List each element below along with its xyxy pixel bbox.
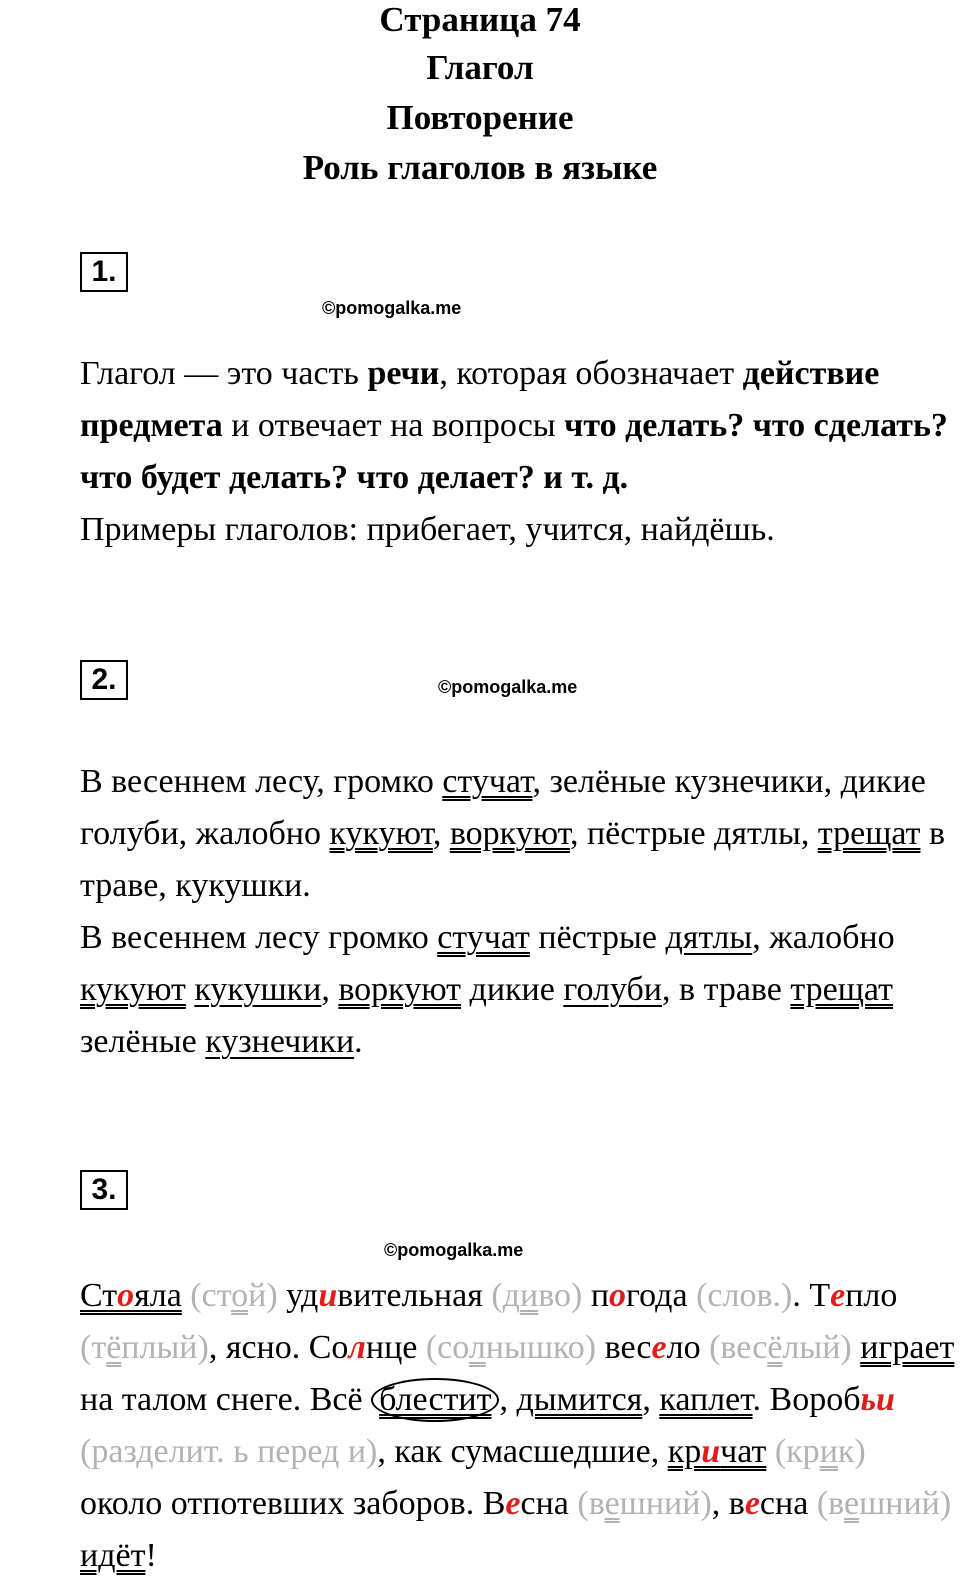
predicate: воркуют xyxy=(338,971,462,1008)
text: , пёстрые дятлы, xyxy=(569,815,818,852)
text xyxy=(852,1329,861,1366)
hint xyxy=(709,1329,852,1366)
watermark-1: ©pomogalka.me xyxy=(322,298,462,318)
verb: дымится xyxy=(516,1381,643,1418)
text: . xyxy=(354,1023,363,1060)
hint xyxy=(577,1485,711,1522)
text: дикие xyxy=(461,971,564,1008)
text: вительная xyxy=(337,1277,492,1314)
text: (кр xyxy=(774,1433,820,1470)
text: , жалобно xyxy=(752,919,895,956)
hint xyxy=(775,1433,866,1470)
predicate: трещат xyxy=(790,971,894,1008)
text: нце xyxy=(365,1329,426,1366)
hint-vowel: е xyxy=(604,1485,620,1522)
text: шний) xyxy=(619,1485,712,1522)
text: во) xyxy=(538,1277,583,1314)
hint-vowel: е xyxy=(844,1485,860,1522)
verb: каплет xyxy=(659,1381,753,1418)
verb: воркуют xyxy=(449,815,570,852)
text: сна xyxy=(520,1485,578,1522)
text: к) xyxy=(837,1433,866,1470)
text: . xyxy=(752,1381,770,1418)
text: , xyxy=(321,971,339,1008)
verb-stoyala xyxy=(80,1277,182,1314)
text: В весеннем лесу громко xyxy=(80,919,438,956)
subject: голуби xyxy=(563,971,663,1008)
hint-vowel: л xyxy=(468,1329,486,1366)
hint-vowel: и xyxy=(519,1277,539,1314)
task-2-text xyxy=(4,756,956,1068)
vowel: и xyxy=(318,1277,338,1314)
text: уд xyxy=(277,1277,319,1314)
hint xyxy=(80,1329,209,1366)
text: (д xyxy=(491,1277,520,1314)
text: ! xyxy=(145,1537,157,1574)
text: (т xyxy=(80,1329,107,1366)
predicate: кукуют xyxy=(80,971,186,1008)
task-1-examples: Примеры глаголов: прибегает, учится, найдёшь. xyxy=(80,511,775,548)
vowel: е xyxy=(651,1329,667,1366)
text: Ст xyxy=(80,1277,118,1314)
text: , xyxy=(432,815,450,852)
bold-text: действие предмета xyxy=(80,355,880,444)
vowel: е xyxy=(830,1277,846,1314)
predicate: стучат xyxy=(437,919,530,956)
text: пёстрые xyxy=(529,919,666,956)
text: в траве, кукушки. xyxy=(80,815,946,904)
text: на талом снеге. Всё xyxy=(80,1381,372,1418)
text: вес xyxy=(596,1329,652,1366)
verb: идёт xyxy=(80,1537,146,1574)
text: сна xyxy=(759,1485,817,1522)
text: чат xyxy=(720,1433,767,1470)
verb: кукуют xyxy=(329,815,433,852)
hint-vowel: и xyxy=(819,1433,838,1470)
text: лый) xyxy=(782,1329,852,1366)
text: , зелёные кузнечики, дикие голуби, жалобно xyxy=(80,763,926,852)
hint-vowel: о xyxy=(231,1277,249,1314)
text: (в xyxy=(816,1485,844,1522)
text: и отвечает на вопросы xyxy=(222,407,565,444)
task-2-sentence-1 xyxy=(4,756,956,912)
text: яла xyxy=(134,1277,182,1314)
text: шний) xyxy=(859,1485,952,1522)
text: около отпотевших заборов. В xyxy=(80,1485,506,1522)
circled-verb: блестит xyxy=(371,1378,499,1422)
hint xyxy=(817,1485,951,1522)
task-number-2: 2. xyxy=(80,660,128,700)
text: , ясно. Со xyxy=(208,1329,349,1366)
text: (в xyxy=(577,1485,605,1522)
vowel: о xyxy=(117,1277,135,1314)
text: года xyxy=(626,1277,697,1314)
verb: трещат xyxy=(817,815,921,852)
hint-vowel: ё xyxy=(106,1329,122,1366)
text: Глагол — это часть xyxy=(80,355,368,392)
topic-title: Глагол xyxy=(426,48,534,87)
text: плый) xyxy=(121,1329,209,1366)
verb: стучат xyxy=(442,763,533,800)
hint-vowel: ё xyxy=(767,1329,783,1366)
task-number-1: 1. xyxy=(80,252,128,292)
text: зелёные xyxy=(80,1023,206,1060)
text: , xyxy=(642,1381,660,1418)
vowel: о xyxy=(609,1277,627,1314)
hint: (разделит. ь перед и) xyxy=(80,1433,378,1470)
vowel: л xyxy=(348,1329,366,1366)
text: , которая обозначает xyxy=(439,355,743,392)
text: . xyxy=(792,1277,810,1314)
text: В весеннем лесу, громко xyxy=(80,763,443,800)
text: , в xyxy=(711,1485,745,1522)
verb-krichat xyxy=(668,1433,767,1470)
subject: кузнечики xyxy=(205,1023,355,1060)
text: пло xyxy=(845,1277,898,1314)
text: , как сумасшедшие, xyxy=(377,1433,668,1470)
text: й) xyxy=(248,1277,278,1314)
hint: (слов.) xyxy=(696,1277,793,1314)
section-title: Повторение xyxy=(386,98,574,137)
hint xyxy=(190,1277,277,1314)
subject: кукушки xyxy=(194,971,322,1008)
bold-text: что делать? что сделать? что будет делать? что делает? и т. д. xyxy=(80,407,948,496)
bold-text: речи xyxy=(367,355,440,392)
text: , в траве xyxy=(662,971,791,1008)
vowel: е xyxy=(505,1485,521,1522)
vowel: и xyxy=(701,1433,721,1470)
page-number-title: Страница 74 xyxy=(379,0,581,39)
watermark-3: ©pomogalka.me xyxy=(384,1240,524,1260)
text: Т xyxy=(809,1277,831,1314)
task-number-3: 3. xyxy=(80,1170,128,1210)
text xyxy=(766,1433,775,1470)
text: нышко) xyxy=(485,1329,597,1366)
vowel: е xyxy=(744,1485,760,1522)
soft-sign: ьи xyxy=(860,1381,895,1418)
watermark-2: ©pomogalka.me xyxy=(438,677,578,697)
text: (со xyxy=(425,1329,469,1366)
task-1-definition xyxy=(4,348,956,556)
hint xyxy=(426,1329,596,1366)
verb: играет xyxy=(860,1329,955,1366)
text: Вороб xyxy=(769,1381,861,1418)
text: ло xyxy=(666,1329,710,1366)
text: кр xyxy=(667,1433,702,1470)
subtitle: Роль глаголов в языке xyxy=(302,148,658,187)
task-3-text xyxy=(4,1270,956,1582)
text: , xyxy=(499,1381,517,1418)
task-2-sentence-2 xyxy=(4,912,956,1068)
text: п xyxy=(582,1277,610,1314)
subject: дятлы xyxy=(665,919,753,956)
hint xyxy=(491,1277,582,1314)
text: (ст xyxy=(190,1277,232,1314)
text: (вес xyxy=(709,1329,768,1366)
